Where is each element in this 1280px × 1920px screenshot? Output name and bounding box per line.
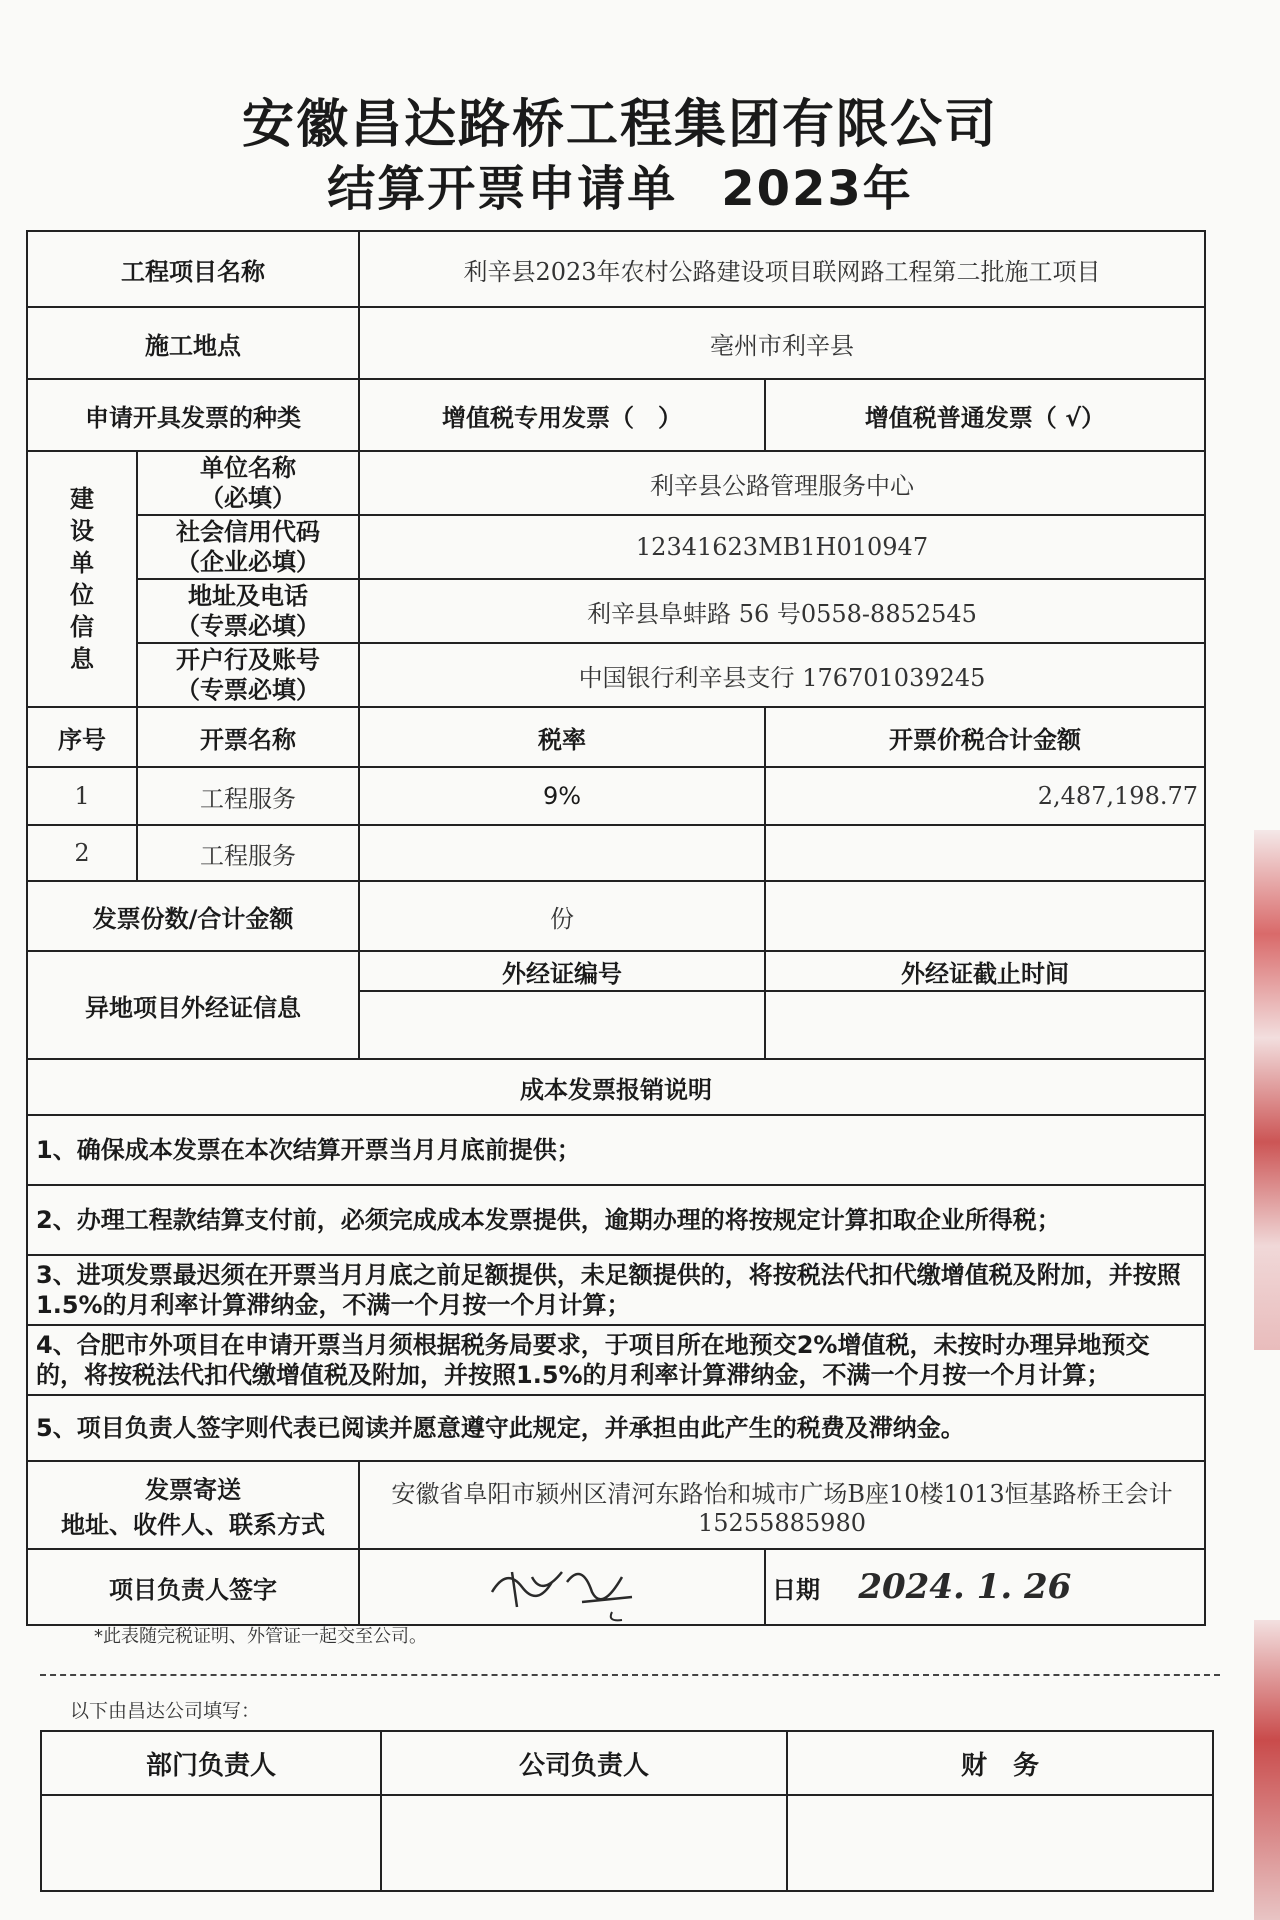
cut-line-divider — [40, 1674, 1220, 1676]
seq-header: 序号 — [27, 707, 137, 767]
item-name-cell: 工程服务 — [137, 767, 359, 825]
approval-header-row — [41, 1731, 1213, 1795]
external-cert-expiry-value — [765, 991, 1205, 1059]
tax-rate-header: 税率 — [359, 707, 765, 767]
notes-title-row — [27, 1059, 1205, 1115]
red-stamp-edge-lower — [1254, 1620, 1280, 1920]
company-head-header: 公司负责人 — [381, 1731, 787, 1795]
footnote: *此表随完税证明、外管证一起交至公司。 — [94, 1626, 427, 1647]
dept-head-sign-cell — [41, 1795, 381, 1891]
external-cert-expiry-header: 外经证截止时间 — [765, 951, 1205, 991]
totals-row — [27, 881, 1205, 951]
builder-row — [27, 643, 1205, 707]
note-row — [27, 1185, 1205, 1255]
note-item: 4、合肥市外项目在申请开票当月须根据税务局要求，于项目所在地预交2%增值税，未按时办理异地预交的，将按税法代扣代缴增值税及附加，并按照1.5%的月利率计算滞纳金，不满一个月按一个月计算； — [27, 1325, 1205, 1395]
company-title: 安徽昌达路桥工程集团有限公司 — [241, 95, 998, 155]
dept-head-header: 部门负责人 — [41, 1731, 381, 1795]
signature-row — [27, 1549, 1205, 1625]
totals-label: 发票份数/合计金额 — [27, 881, 359, 951]
side-char: 信 — [70, 613, 94, 641]
table-row — [27, 767, 1205, 825]
date-cell — [765, 1549, 1205, 1625]
side-char: 单 — [70, 549, 94, 577]
form-title-text: 结算开票申请单 — [327, 161, 678, 217]
site-row — [27, 307, 1205, 379]
items-header-row — [27, 707, 1205, 767]
bank-account-value: 中国银行利辛县支行 176701039245 — [359, 643, 1205, 707]
company-fill-note: 以下由昌达公司填写： — [70, 1700, 261, 1722]
side-char: 位 — [70, 581, 94, 609]
approval-sign-row — [41, 1795, 1213, 1891]
label-line: 地址及电话 — [188, 582, 308, 610]
approval-table — [40, 1730, 1214, 1892]
table-row — [27, 825, 1205, 881]
side-char: 建 — [70, 485, 94, 513]
special-invoice-option: 增值税专用发票（ ） — [359, 379, 765, 451]
bank-account-label — [137, 643, 359, 707]
label-line: 开户行及账号 — [176, 646, 320, 674]
ordinary-invoice-option: 增值税普通发票（ √） — [765, 379, 1205, 451]
invoice-type-label: 申请开具发票的种类 — [27, 379, 359, 451]
company-head-sign-cell — [381, 1795, 787, 1891]
delivery-label-line: 发票寄送 — [145, 1476, 241, 1504]
note-row — [27, 1115, 1205, 1185]
handwritten-signature — [472, 1552, 652, 1622]
delivery-label — [27, 1461, 359, 1549]
date-label: 日期 — [772, 1576, 820, 1604]
amount-cell: 2,487,198.77 — [765, 767, 1205, 825]
delivery-row — [27, 1461, 1205, 1549]
external-header-row — [27, 951, 1205, 991]
builder-row — [27, 579, 1205, 643]
project-name-label: 工程项目名称 — [27, 231, 359, 307]
seq-cell: 2 — [27, 825, 137, 881]
tax-rate-cell — [359, 825, 765, 881]
total-amount-cell — [765, 881, 1205, 951]
invoice-type-row — [27, 379, 1205, 451]
note-item: 5、项目负责人签字则代表已阅读并愿意遵守此规定，并承担由此产生的税费及滞纳金。 — [27, 1395, 1205, 1461]
site-label: 施工地点 — [27, 307, 359, 379]
note-item: 2、办理工程款结算支付前，必须完成成本发票提供，逾期办理的将按规定计算扣取企业所得税； — [27, 1185, 1205, 1255]
project-name-row — [27, 231, 1205, 307]
unit-name-label — [137, 451, 359, 515]
builder-row — [27, 451, 1205, 515]
credit-code-label — [137, 515, 359, 579]
credit-code-value: 12341623MB1H010947 — [359, 515, 1205, 579]
application-form-table — [26, 230, 1206, 1626]
finance-sign-cell — [787, 1795, 1213, 1891]
form-year: 2023年 — [721, 161, 913, 217]
label-line: 单位名称 — [200, 454, 296, 482]
note-row — [27, 1325, 1205, 1395]
project-name-value: 利辛县2023年农村公路建设项目联网路工程第二批施工项目 — [359, 231, 1205, 307]
external-cert-label: 异地项目外经证信息 — [27, 951, 359, 1059]
form-title — [0, 150, 1240, 219]
external-cert-number-header: 外经证编号 — [359, 951, 765, 991]
notes-title: 成本发票报销说明 — [27, 1059, 1205, 1115]
unit-name-value: 利辛县公路管理服务中心 — [359, 451, 1205, 515]
amount-cell — [765, 825, 1205, 881]
item-name-header: 开票名称 — [137, 707, 359, 767]
note-row — [27, 1255, 1205, 1325]
side-char: 设 — [70, 517, 94, 545]
label-line: （专票必填） — [176, 612, 320, 640]
side-char: 息 — [70, 645, 94, 673]
label-line: 社会信用代码 — [176, 518, 320, 546]
address-phone-label — [137, 579, 359, 643]
delivery-value: 安徽省阜阳市颍州区清河东路怡和城市广场B座10楼1013恒基路桥王会计15255885980 — [359, 1461, 1205, 1549]
address-phone-value: 利辛县阜蚌路 56 号0558-8852545 — [359, 579, 1205, 643]
red-stamp-edge — [1254, 830, 1280, 1350]
seq-cell: 1 — [27, 767, 137, 825]
tax-rate-cell: 9% — [359, 767, 765, 825]
finance-header: 财 务 — [787, 1731, 1213, 1795]
amount-header: 开票价税合计金额 — [765, 707, 1205, 767]
note-row — [27, 1395, 1205, 1461]
note-item: 3、进项发票最迟须在开票当月月底之前足额提供，未足额提供的，将按税法代扣代缴增值税及附加，并按照1.5%的月利率计算滞纳金，不满一个月按一个月计算； — [27, 1255, 1205, 1325]
signature-cell — [359, 1549, 765, 1625]
site-value: 亳州市利辛县 — [359, 307, 1205, 379]
label-line: （必填） — [200, 484, 296, 512]
builder-info-side-label — [27, 451, 137, 707]
delivery-label-line: 地址、收件人、联系方式 — [61, 1511, 325, 1539]
date-value: 2024. 1. 26 — [858, 1567, 1072, 1607]
label-line: （专票必填） — [176, 676, 320, 704]
external-cert-number-value — [359, 991, 765, 1059]
invoice-count-unit: 份 — [359, 881, 765, 951]
label-line: （企业必填） — [176, 548, 320, 576]
signature-label: 项目负责人签字 — [27, 1549, 359, 1625]
item-name-cell: 工程服务 — [137, 825, 359, 881]
builder-row — [27, 515, 1205, 579]
note-item: 1、确保成本发票在本次结算开票当月月底前提供； — [27, 1115, 1205, 1185]
